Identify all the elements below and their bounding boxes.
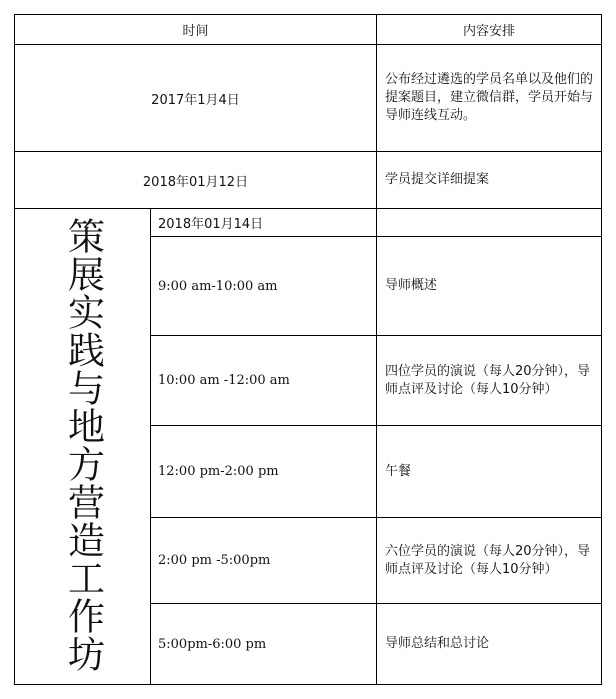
session-content: 六位学员的演说（每人20分钟），导师点评及讨论（每人10分钟） (377, 518, 602, 604)
table-row (15, 152, 602, 209)
row-date: 2018年01月12日 (15, 152, 377, 209)
empty-cell (377, 209, 602, 237)
workshop-date-row (15, 209, 602, 237)
row-date: 2017年1月4日 (15, 45, 377, 152)
session-content: 四位学员的演说（每人20分钟），导师点评及讨论（每人10分钟） (377, 336, 602, 426)
header-time: 时间 (15, 15, 377, 45)
session-time: 2:00 pm -5:00pm (151, 518, 377, 604)
workshop-title: 策展实践与地方营造工作坊 (61, 216, 105, 673)
session-time: 9:00 am-10:00 am (151, 237, 377, 336)
row-content: 公布经过遴选的学员名单以及他们的提案题目，建立微信群，学员开始与导师连线互动。 (377, 45, 602, 152)
session-time: 12:00 pm-2:00 pm (151, 426, 377, 518)
session-time: 10:00 am -12:00 am (151, 336, 377, 426)
header-content: 内容安排 (377, 15, 602, 45)
session-content: 导师概述 (377, 237, 602, 336)
table-row (15, 45, 602, 152)
session-time: 5:00pm-6:00 pm (151, 604, 377, 685)
session-content: 导师总结和总讨论 (377, 604, 602, 685)
row-content: 学员提交详细提案 (377, 152, 602, 209)
session-content: 午餐 (377, 426, 602, 518)
schedule-table (14, 14, 602, 685)
workshop-date: 2018年01月14日 (151, 209, 377, 237)
header-row (15, 15, 602, 45)
workshop-title-cell (15, 209, 151, 685)
